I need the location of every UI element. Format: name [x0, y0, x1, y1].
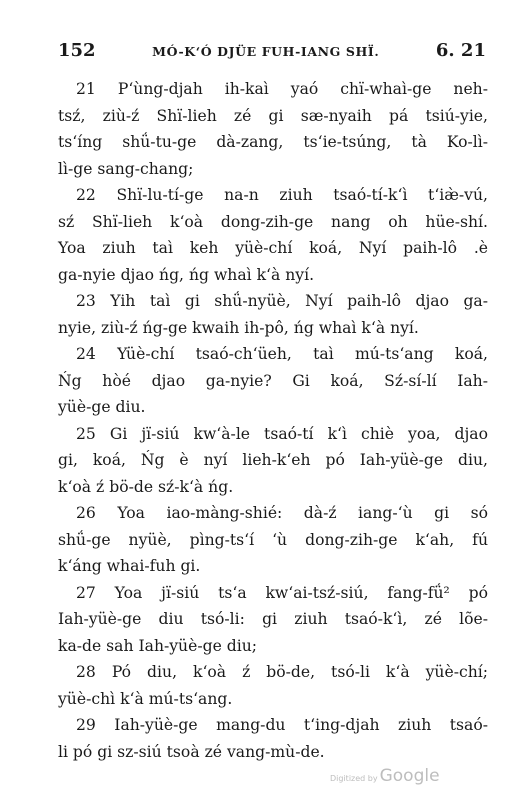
verse-line: 21 P‘ùng-djah ih-kaì yaó chï-whaì-ge neh- — [76, 80, 488, 98]
verse-21 — [58, 76, 488, 182]
verse-29 — [58, 712, 488, 765]
verse-line: 24 Yüè-chí tsaó-ch‘üeh, taì mú-ts‘ang koá, — [76, 345, 488, 363]
verse-line: yüè-chì k‘à mú-ts‘ang. — [58, 689, 233, 708]
verse-27 — [58, 580, 488, 660]
verse-line: 29 Iah-yüè-ge mang-du t‘ing-djah ziuh tsaó- — [76, 716, 488, 734]
verse-23 — [58, 288, 488, 341]
verse-line: 22 Shï-lu-tí-ge na-n ziuh tsaó-tí-k‘ì t‘iæ̀-vú, — [76, 186, 488, 204]
verse-line: ka-de sah Iah-yüè-ge diu; — [58, 636, 258, 655]
verse-line: yüè-ge diu. — [58, 398, 146, 416]
running-title: MÓ-K‘Ó DJÜE FUH-IANG SHÏ. — [152, 44, 380, 59]
page-number: 152 — [58, 40, 96, 61]
verse-22 — [58, 182, 488, 288]
verse-line: k‘áng whai-fuh gi. — [58, 557, 201, 575]
verse-line: Iah-yüè-ge diu tsó-li: gi ziuh tsaó-k‘ì, zé lõe- — [58, 610, 488, 628]
verse-line: k‘oà ź bö-de sź-k‘à ńg. — [58, 477, 234, 496]
verse-line: ts‘íng shǘ-tu-ge dà-zang, ts‘ie-tsúng, tà Ko-lì- — [58, 133, 488, 151]
verse-line: li pó gi sz-siú tsoà zé vang-mù-de. — [58, 742, 325, 761]
verse-line: 26 Yoa iao-màng-shié: dà-ź iang-‘ù gi só — [76, 504, 488, 522]
verse-line: 27 Yoa jï-siú ts‘a kw‘ai-tsź-siú, fang-fǘ² pó — [76, 583, 488, 602]
verse-line: nyie, ziù-ź ńg-ge kwaih ih-pô, ńg whaì k‘à nyí. — [58, 318, 419, 337]
verse-line: 28 Pó diu, k‘oà ź bö-de, tsó-li k‘à yüè-chí; — [76, 663, 488, 681]
verse-line: lì-ge sang-chang; — [58, 159, 194, 178]
verse-line: sź Shï-lieh k‘oà dong-zih-ge nang oh hüe-shí. — [58, 212, 488, 231]
verse-line: shǘ-ge nyüè, pìng-ts‘í ‘ù dong-zih-ge k‘ah, fú — [58, 530, 488, 549]
chapter-verse-ref: 6. 21 — [435, 40, 486, 61]
verse-25 — [58, 421, 488, 501]
google-watermark — [330, 766, 440, 786]
watermark-brand: Google — [379, 766, 440, 786]
verse-line: 23 Yih taì gi shǘ-nyüè, Nyí paih-lô djao ga- — [76, 292, 488, 310]
verse-line: tsź, ziù-ź Shï-lieh zé gi sæ-nyaih pá tsiú-yie, — [58, 106, 488, 125]
verse-line: Yoa ziuh taì keh yüè-chí koá, Nyí paih-lô .è — [58, 239, 488, 257]
verse-line: 25 Gi jï-siú kw‘à-le tsaó-tí k‘ì chiè yoa, djao — [76, 424, 488, 443]
verse-24 — [58, 341, 488, 421]
watermark-prefix: Digitized by — [330, 774, 378, 783]
verse-line: gi, koá, Ńg è nyí lieh-k‘eh pó Iah-yüè-ge diu, — [58, 451, 488, 469]
page-header — [58, 40, 486, 61]
verse-line: ga-nyie djao ńg, ńg whaì k‘à nyí. — [58, 265, 315, 284]
verse-text — [58, 76, 488, 765]
verse-line: Ńg hòé djao ga-nyie? Gi koá, Sź-sí-lí Iah- — [58, 371, 488, 390]
verse-28 — [58, 659, 488, 712]
verse-26 — [58, 500, 488, 580]
